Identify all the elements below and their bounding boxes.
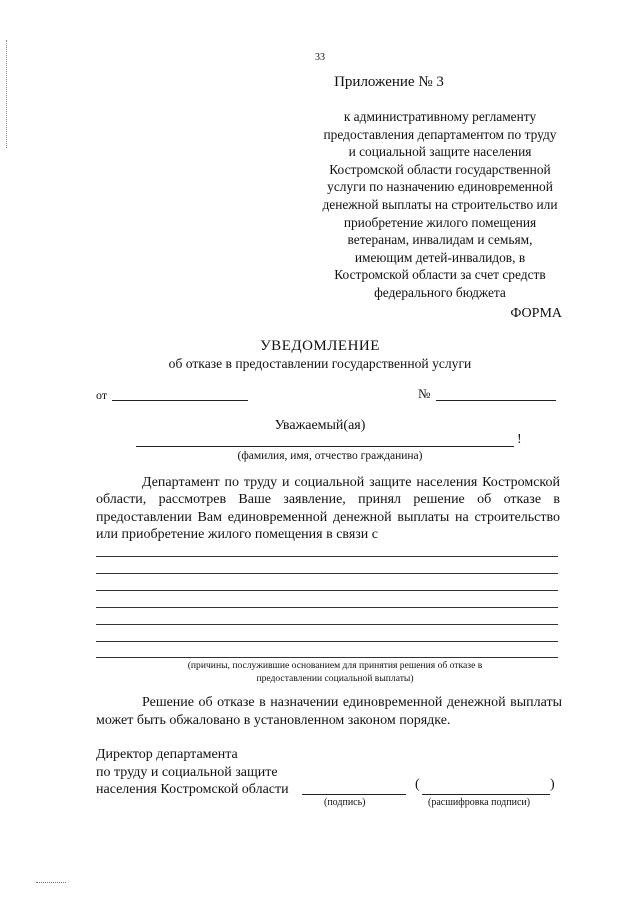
date-blank-line — [112, 400, 248, 401]
appendix-line: и социальной защите населения — [348, 144, 532, 160]
notice-subtitle: об отказе в предоставлении государственной услуги — [168, 356, 472, 371]
decode-blank-line — [422, 794, 550, 795]
decode-caption: (расшифровка подписи) — [428, 797, 531, 808]
reason-blank-line — [96, 607, 558, 608]
appendix-line: к административному регламенту — [343, 109, 537, 124]
appendix-title: Приложение № 3 — [334, 74, 444, 90]
decode-open-paren: ( — [415, 777, 420, 792]
bottom-margin-mark — [36, 882, 66, 883]
decode-close-paren: ) — [550, 777, 555, 792]
salutation: Уважаемый(ая) — [274, 418, 366, 433]
reason-blank-line — [96, 556, 558, 557]
appendix-line: Костромской области за счет средств — [334, 267, 546, 283]
appeal-paragraph: Решение об отказе в назначении единовременной денежной выплаты может быть обжаловано в установленном законом порядке. — [96, 695, 562, 728]
number-blank-line — [436, 400, 556, 401]
reason-caption-line: предоставлении социальной выплаты) — [256, 673, 414, 684]
appendix-line: предоставления департаментом по труду — [323, 126, 557, 142]
number-label: № — [418, 386, 431, 401]
director-line: населения Костромской области — [96, 782, 289, 798]
salutation-exclamation: ! — [517, 432, 522, 447]
appendix-line: приобретение жилого помещения — [343, 214, 537, 230]
reason-blank-line — [96, 657, 558, 658]
form-label: ФОРМА — [510, 306, 562, 321]
recipient-name-caption: (фамилия, имя, отчество гражданина) — [237, 450, 423, 462]
signature-blank-line — [302, 794, 406, 795]
reason-blank-line — [96, 624, 558, 625]
reason-blank-line — [96, 590, 558, 591]
appendix-line: денежной выплаты на строительство или — [322, 196, 558, 212]
appendix-line: Костромской области государственной — [329, 161, 551, 177]
director-line: по труду и социальной защите — [96, 764, 278, 780]
director-block — [96, 746, 289, 799]
director-line: Директор департамента — [96, 747, 238, 762]
reason-blank-line — [96, 573, 558, 574]
reason-caption — [150, 659, 520, 685]
reason-blank-line — [96, 641, 558, 642]
signature-caption: (подпись) — [324, 797, 366, 808]
page-number: 33 — [315, 52, 325, 63]
appendix-line: услуги по назначению единовременной — [327, 179, 553, 195]
appendix-line: имеющим детей-инвалидов, в — [354, 249, 526, 265]
notice-title: УВЕДОМЛЕНИЕ — [260, 338, 380, 354]
reason-caption-line: (причины, послужившие основанием для принятия решения об отказе в — [187, 660, 483, 671]
recipient-name-blank-line — [136, 446, 514, 447]
appendix-description — [300, 108, 580, 302]
date-label: от — [96, 388, 108, 402]
appendix-line: федерального бюджета — [374, 284, 506, 300]
notice-body: Департамент по труду и социальной защите населения Костромской области, рассмотрев Ваше заявление, принял решение об отказе в предоставлении Вам единовременной денежной выплаты на строительство или приобретение жилого помещения в связи с — [96, 475, 560, 543]
appendix-line: ветеранам, инвалидам и семьям, — [347, 232, 533, 248]
